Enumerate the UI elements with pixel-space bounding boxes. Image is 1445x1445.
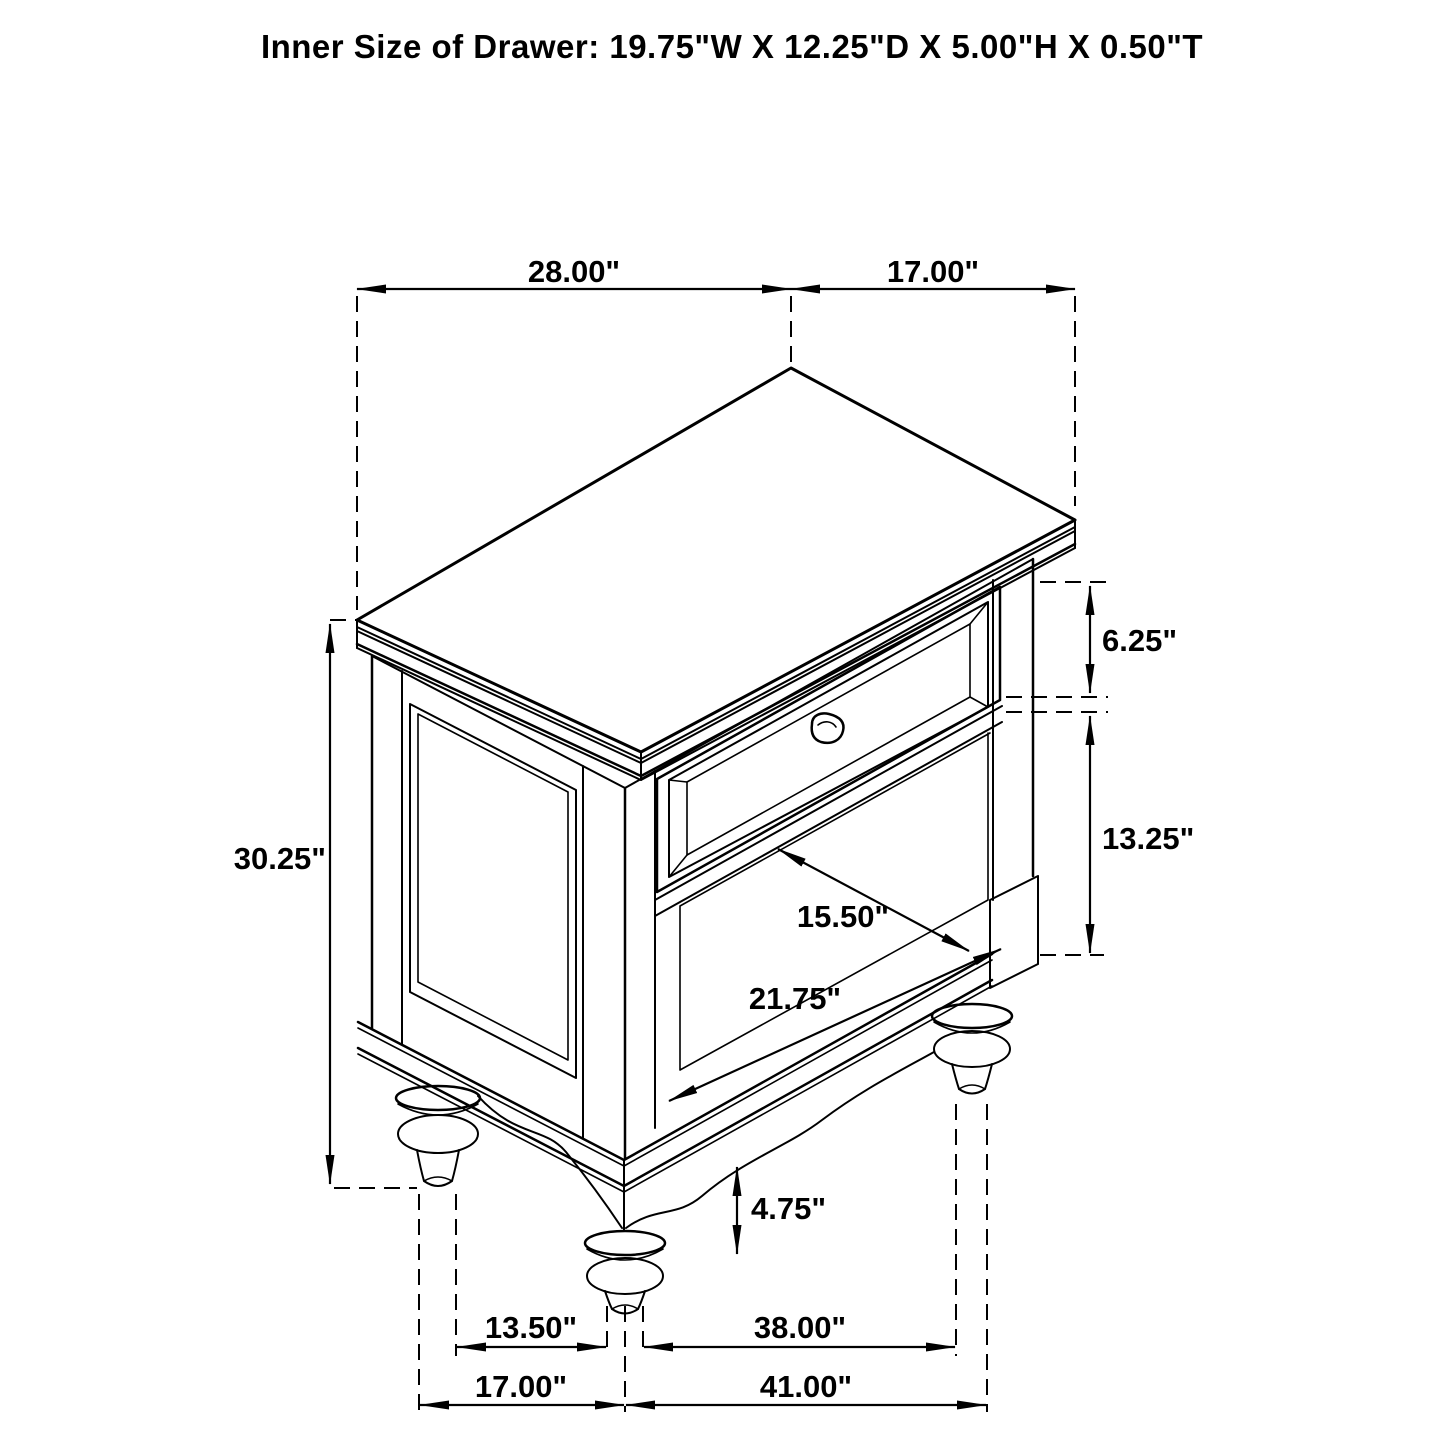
dim-shelf-depth xyxy=(778,849,969,951)
drawer-inner-size-title: Inner Size of Drawer: 19.75"W X 12.25"D X 5.00"H X 0.50"T xyxy=(260,28,1204,65)
dim-leg-height-label: 4.75" xyxy=(751,1191,827,1226)
drawer-handle-icon xyxy=(812,713,844,742)
dim-shelf-width-label: 21.75" xyxy=(748,981,842,1016)
dim-top-width xyxy=(357,254,791,289)
side-panel xyxy=(372,656,625,1158)
dim-legspan-front-outer-label: 41.00" xyxy=(759,1369,853,1404)
leg-back-left xyxy=(396,1086,480,1186)
dim-drawer-face-height xyxy=(1090,586,1177,693)
dim-shelf-depth-label: 15.50" xyxy=(796,899,890,934)
leg-front-right xyxy=(932,1004,1012,1094)
dim-top-width-label: 28.00" xyxy=(527,254,621,289)
dim-opening-height xyxy=(1090,716,1194,953)
dim-legspan-front-inner xyxy=(644,1310,955,1347)
dim-legspan-side-inner xyxy=(457,1310,606,1347)
dim-overall-height-label: 30.25" xyxy=(233,841,326,876)
dim-top-depth xyxy=(791,254,1075,289)
dim-overall-height xyxy=(234,624,330,1184)
dim-opening-height-label: 13.25" xyxy=(1102,821,1195,856)
dim-legspan-front-inner-label: 38.00" xyxy=(753,1310,847,1345)
extension-lines xyxy=(330,296,1108,1412)
dim-legspan-side-outer-label: 17.00" xyxy=(474,1369,568,1404)
dim-top-depth-label: 17.00" xyxy=(886,254,980,289)
dim-leg-height xyxy=(737,1167,826,1254)
dim-legspan-front-outer xyxy=(626,1369,986,1405)
dim-legspan-side-outer xyxy=(420,1369,624,1405)
leg-front xyxy=(585,1231,665,1314)
dim-shelf-width xyxy=(669,949,1001,1101)
dim-legspan-side-inner-label: 13.50" xyxy=(484,1310,578,1345)
dim-drawer-face-height-label: 6.25" xyxy=(1102,623,1178,658)
